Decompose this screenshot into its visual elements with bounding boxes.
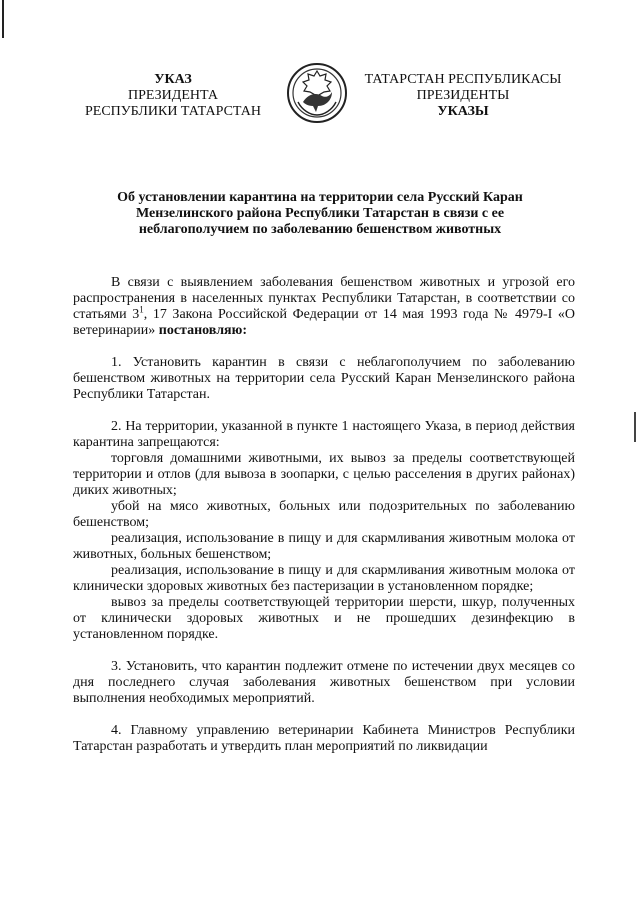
header-left-line-1: УКАЗ — [154, 72, 192, 87]
header-right-line-2: ПРЕЗИДЕНТЫ — [416, 88, 510, 103]
preamble-text-1: В связи с выявлением заболевания бешенством животных и угрозой его распространения в населенных пунктах Республики Татарстан, в соответствии со статьями 3 — [73, 275, 575, 322]
header-left-line-3: РЕСПУБЛИКИ ТАТАРСТАН — [84, 104, 261, 119]
scan-edge-mark — [2, 0, 4, 38]
item-1: 1. Установить карантин в связи с неблагополучием по заболеванию бешенством животных на территории села Русский Каран Мензелинского района Республики Татарстан. — [73, 355, 575, 402]
item-2-prohibition-slaughter: убой на мясо животных, больных или подозрительных по заболеванию бешенством; — [73, 499, 575, 530]
header-left-russian — [78, 72, 268, 120]
preamble — [73, 275, 575, 339]
header-left-line-2: ПРЕЗИДЕНТА — [128, 88, 218, 103]
item-2: 2. На территории, указанной в пункте 1 настоящего Указа, в период действия карантина запрещаются: — [73, 419, 575, 450]
item-2-prohibition-trade: торговля домашними животными, их вывоз за пределы соответствующей территории и отлов (для вывоза в зоопарки, с целью расселения в других районах) диких животных; — [73, 451, 575, 498]
preamble-text-2: , 17 Закона Российской Федерации от 14 мая 1993 года № 4979-I «О ветеринарии» — [73, 307, 576, 338]
header-right-tatar — [358, 72, 568, 120]
decree-body — [73, 275, 575, 755]
scan-edge-mark-right — [634, 412, 636, 442]
preamble-resolve: постановляю: — [158, 323, 247, 338]
item-2-prohibition-milk-healthy: реализация, использование в пищу и для скармливания животным молока от клинически здоровых животных без пастеризации в установленном порядке; — [73, 563, 575, 594]
header-right-line-1: ТАТАРСТАН РЕСПУБЛИКАСЫ — [364, 72, 562, 87]
item-2-prohibition-wool: вывоз за пределы соответствующей территории шерсти, шкур, полученных от клинически здоровых животных и не прошедших дезинфекцию в установленном порядке. — [73, 595, 575, 642]
preamble-superscript: 1 — [139, 304, 144, 315]
document-header — [0, 72, 640, 132]
header-right-line-3: УКАЗЫ — [437, 104, 489, 119]
item-4: 4. Главному управлению ветеринарии Кабинета Министров Республики Татарстан разработать и утвердить план мероприятий по ликвидации — [73, 723, 575, 754]
item-3: 3. Установить, что карантин подлежит отмене по истечении двух месяцев со дня последнего случая заболевания животных бешенством при условии выполнения необходимых мероприятий. — [73, 659, 575, 706]
item-2-prohibition-milk-sick: реализация, использование в пищу и для скармливания животным молока от животных, больных бешенством; — [73, 531, 575, 562]
coat-of-arms-icon — [286, 62, 348, 124]
decree-title: Об установлении карантина на территории села Русский Каран Мензелинского района Республики Татарстан в связи с ее неблагополучием по заболеванию бешенством животных — [117, 190, 523, 237]
